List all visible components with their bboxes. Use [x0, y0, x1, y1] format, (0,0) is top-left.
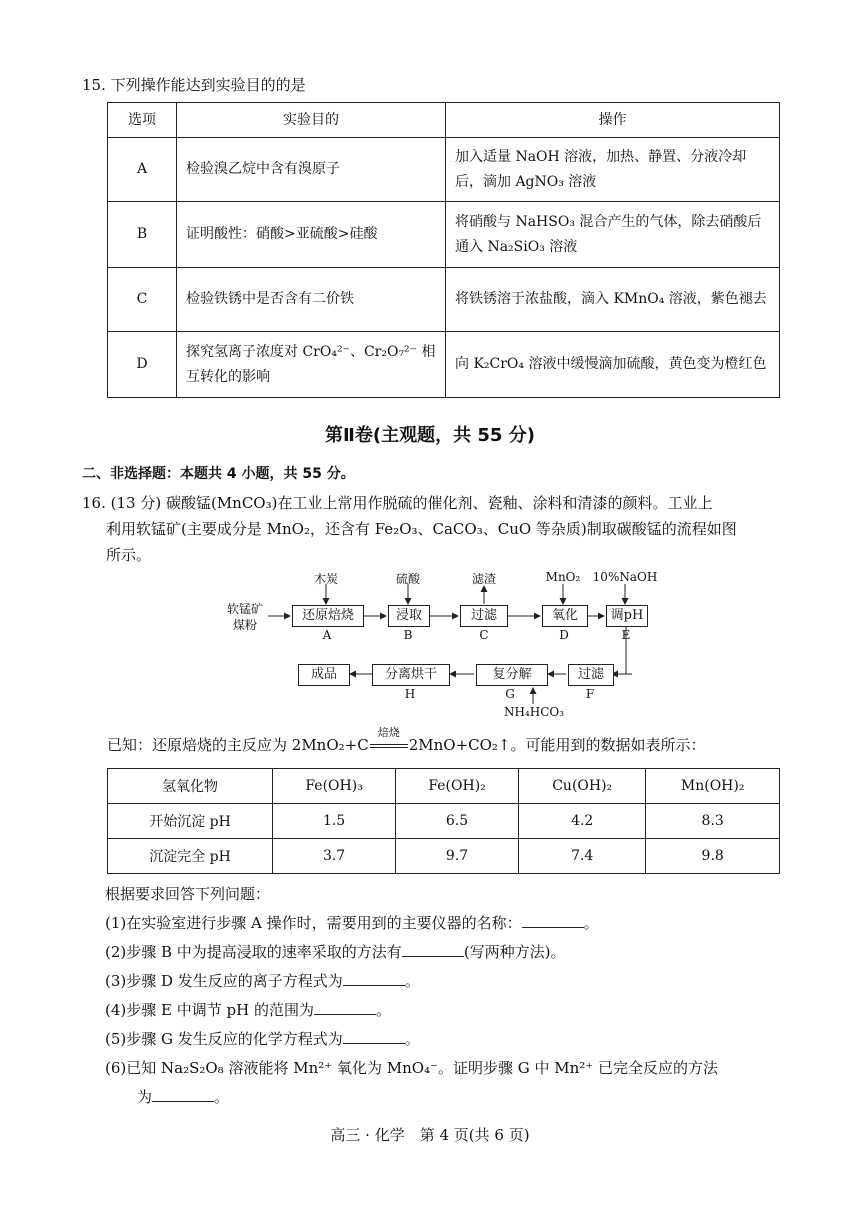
- question-item: [105, 1054, 785, 1083]
- question-tail: 。: [583, 914, 599, 932]
- value-cell: 9.8: [646, 839, 780, 874]
- reagent-label: MnO₂: [545, 570, 581, 584]
- table-row: [108, 138, 780, 202]
- table-row: [108, 202, 780, 268]
- value-cell: 1.5: [273, 804, 396, 839]
- table-header-row: [108, 769, 780, 804]
- process-flowchart: [222, 570, 662, 720]
- part-heading: 二、非选择题：本题共 4 小题，共 55 分。: [82, 466, 355, 482]
- header-cell: Cu(OH)₂: [519, 769, 646, 804]
- answer-blank: [343, 971, 405, 986]
- q16-intro-line: 16. (13 分) 碳酸锰(MnCO₃)在工业上常用作脱硫的催化剂、瓷釉、涂料和清漆的颜料。工业上: [82, 494, 713, 512]
- step-letter: B: [403, 628, 413, 642]
- purpose-cell: 探究氢离子浓度对 CrO₄²⁻、Cr₂O₇²⁻ 相互转化的影响: [177, 332, 446, 398]
- question-text: (5)步骤 G 发生反应的化学方程式为: [105, 1030, 343, 1048]
- questions-lead: 根据要求回答下列问题：: [105, 885, 271, 903]
- operation-cell: 将铁锈溶于浓盐酸，滴入 KMnO₄ 溶液，紫色褪去: [446, 268, 780, 332]
- answer-blank: [152, 1087, 214, 1102]
- value-cell: 3.7: [273, 839, 396, 874]
- answer-blank: [314, 1000, 376, 1015]
- operation-cell: 向 K₂CrO₄ 溶液中缓慢滴加硫酸，黄色变为橙红色: [446, 332, 780, 398]
- question-text: (1)在实验室进行步骤 A 操作时，需要用到的主要仪器的名称：: [105, 914, 522, 932]
- option-cell: A: [108, 138, 177, 202]
- known-reaction: [107, 726, 706, 755]
- q16-intro-line: 利用软锰矿(主要成分是 MnO₂，还含有 Fe₂O₃、CaCO₃、CuO 等杂质)制取碳酸锰的流程如图: [106, 520, 737, 538]
- step-letter: D: [559, 628, 569, 642]
- question-tail: (写两种方法)。: [463, 943, 566, 961]
- step-letter: G: [505, 687, 515, 701]
- step-letter: F: [585, 687, 595, 701]
- purpose-cell: 检验铁锈中是否含有二价铁: [177, 268, 446, 332]
- question-text: 为: [137, 1088, 153, 1106]
- product-box: 成品: [298, 664, 350, 686]
- table-row: [108, 804, 780, 839]
- header-purpose: 实验目的: [177, 103, 446, 138]
- ph-table: [107, 768, 780, 874]
- row-label: 沉淀完全 pH: [108, 839, 273, 874]
- reaction-condition-arrow: [369, 726, 409, 754]
- input-ore-label: 软锰矿: [226, 602, 263, 616]
- header-option: 选项: [108, 103, 177, 138]
- header-cell: Fe(OH)₂: [396, 769, 519, 804]
- value-cell: 8.3: [646, 804, 780, 839]
- step-box-f: 过滤: [568, 664, 614, 686]
- purpose-cell: 证明酸性：硝酸>亚硫酸>硅酸: [177, 202, 446, 268]
- purpose-cell: 检验溴乙烷中含有溴原子: [177, 138, 446, 202]
- operation-cell: 将硝酸与 NaHSO₃ 混合产生的气体，除去硝酸后通入 Na₂SiO₃ 溶液: [446, 202, 780, 268]
- step-box-d: 氧化: [542, 605, 588, 627]
- q15-table: [107, 102, 780, 398]
- header-cell: Fe(OH)₃: [273, 769, 396, 804]
- reaction-suffix: 2MnO+CO₂↑。可能用到的数据如表所示：: [408, 736, 706, 754]
- question-tail: 。: [404, 1030, 420, 1048]
- answer-blank: [402, 942, 464, 957]
- input-coal-label: 煤粉: [232, 618, 257, 632]
- value-cell: 7.4: [519, 839, 646, 874]
- answer-blank: [522, 913, 584, 928]
- row-label: 开始沉淀 pH: [108, 804, 273, 839]
- question-text: (3)步骤 D 发生反应的离子方程式为: [105, 972, 343, 990]
- step-box-c: 过滤: [460, 605, 508, 627]
- q15-stem: 15. 下列操作能达到实验目的的是: [82, 76, 306, 94]
- table-row: [108, 268, 780, 332]
- question-item: [105, 1025, 785, 1054]
- value-cell: 6.5: [396, 804, 519, 839]
- question-item: [105, 996, 785, 1025]
- question-tail: 。: [404, 972, 420, 990]
- option-cell: B: [108, 202, 177, 268]
- step-box-h: 分离烘干: [372, 664, 450, 686]
- question-tail: 。: [214, 1088, 230, 1106]
- question-text: (2)步骤 B 中为提高浸取的速率采取的方法有: [105, 943, 402, 961]
- reaction-prefix: 已知：还原焙烧的主反应为 2MnO₂+C: [107, 736, 369, 754]
- value-cell: 9.7: [396, 839, 519, 874]
- table-row: [108, 332, 780, 398]
- operation-cell: 加入适量 NaOH 溶液，加热、静置、分液冷却后，滴加 AgNO₃ 溶液: [446, 138, 780, 202]
- value-cell: 4.2: [519, 804, 646, 839]
- reaction-condition: 焙烧: [377, 726, 400, 739]
- reagent-label: NH₄HCO₃: [503, 705, 565, 719]
- table-row: [108, 839, 780, 874]
- residue-label: 滤渣: [471, 572, 496, 586]
- step-box-b: 浸取: [388, 605, 430, 627]
- option-cell: C: [108, 268, 177, 332]
- table-header-row: [108, 103, 780, 138]
- question-item: [105, 967, 785, 996]
- section-title: 第Ⅱ卷(主观题，共 55 分): [325, 425, 535, 446]
- option-cell: D: [108, 332, 177, 398]
- answer-blank: [343, 1029, 405, 1044]
- step-box-e: 调pH: [606, 605, 648, 627]
- step-letter: C: [479, 628, 489, 642]
- question-text: (6)已知 Na₂S₂O₈ 溶液能将 Mn²⁺ 氧化为 MnO₄⁻。证明步骤 G 中 Mn²⁺ 已完全反应的方法: [105, 1059, 718, 1077]
- q16-intro: [82, 490, 782, 568]
- reagent-label: 10%NaOH: [592, 570, 658, 584]
- questions-block: [105, 880, 785, 1112]
- reagent-label: 硫酸: [395, 572, 420, 586]
- step-letter: E: [621, 628, 631, 642]
- question-tail: 。: [375, 1001, 391, 1019]
- question-item: [105, 909, 785, 938]
- header-cell: 氢氧化物: [108, 769, 273, 804]
- header-operation: 操作: [446, 103, 780, 138]
- reagent-label: 木炭: [313, 572, 338, 586]
- question-item-continued: [105, 1083, 785, 1112]
- page-footer: 高三 · 化学 第 4 页(共 6 页): [330, 1126, 530, 1144]
- question-item: [105, 938, 785, 967]
- step-box-g: 复分解: [476, 664, 548, 686]
- question-text: (4)步骤 E 中调节 pH 的范围为: [105, 1001, 314, 1019]
- header-cell: Mn(OH)₂: [646, 769, 780, 804]
- step-letter: H: [404, 687, 416, 701]
- q16-intro-line: 所示。: [106, 546, 152, 564]
- step-letter: A: [322, 628, 332, 642]
- step-box-a: 还原焙烧: [292, 605, 364, 627]
